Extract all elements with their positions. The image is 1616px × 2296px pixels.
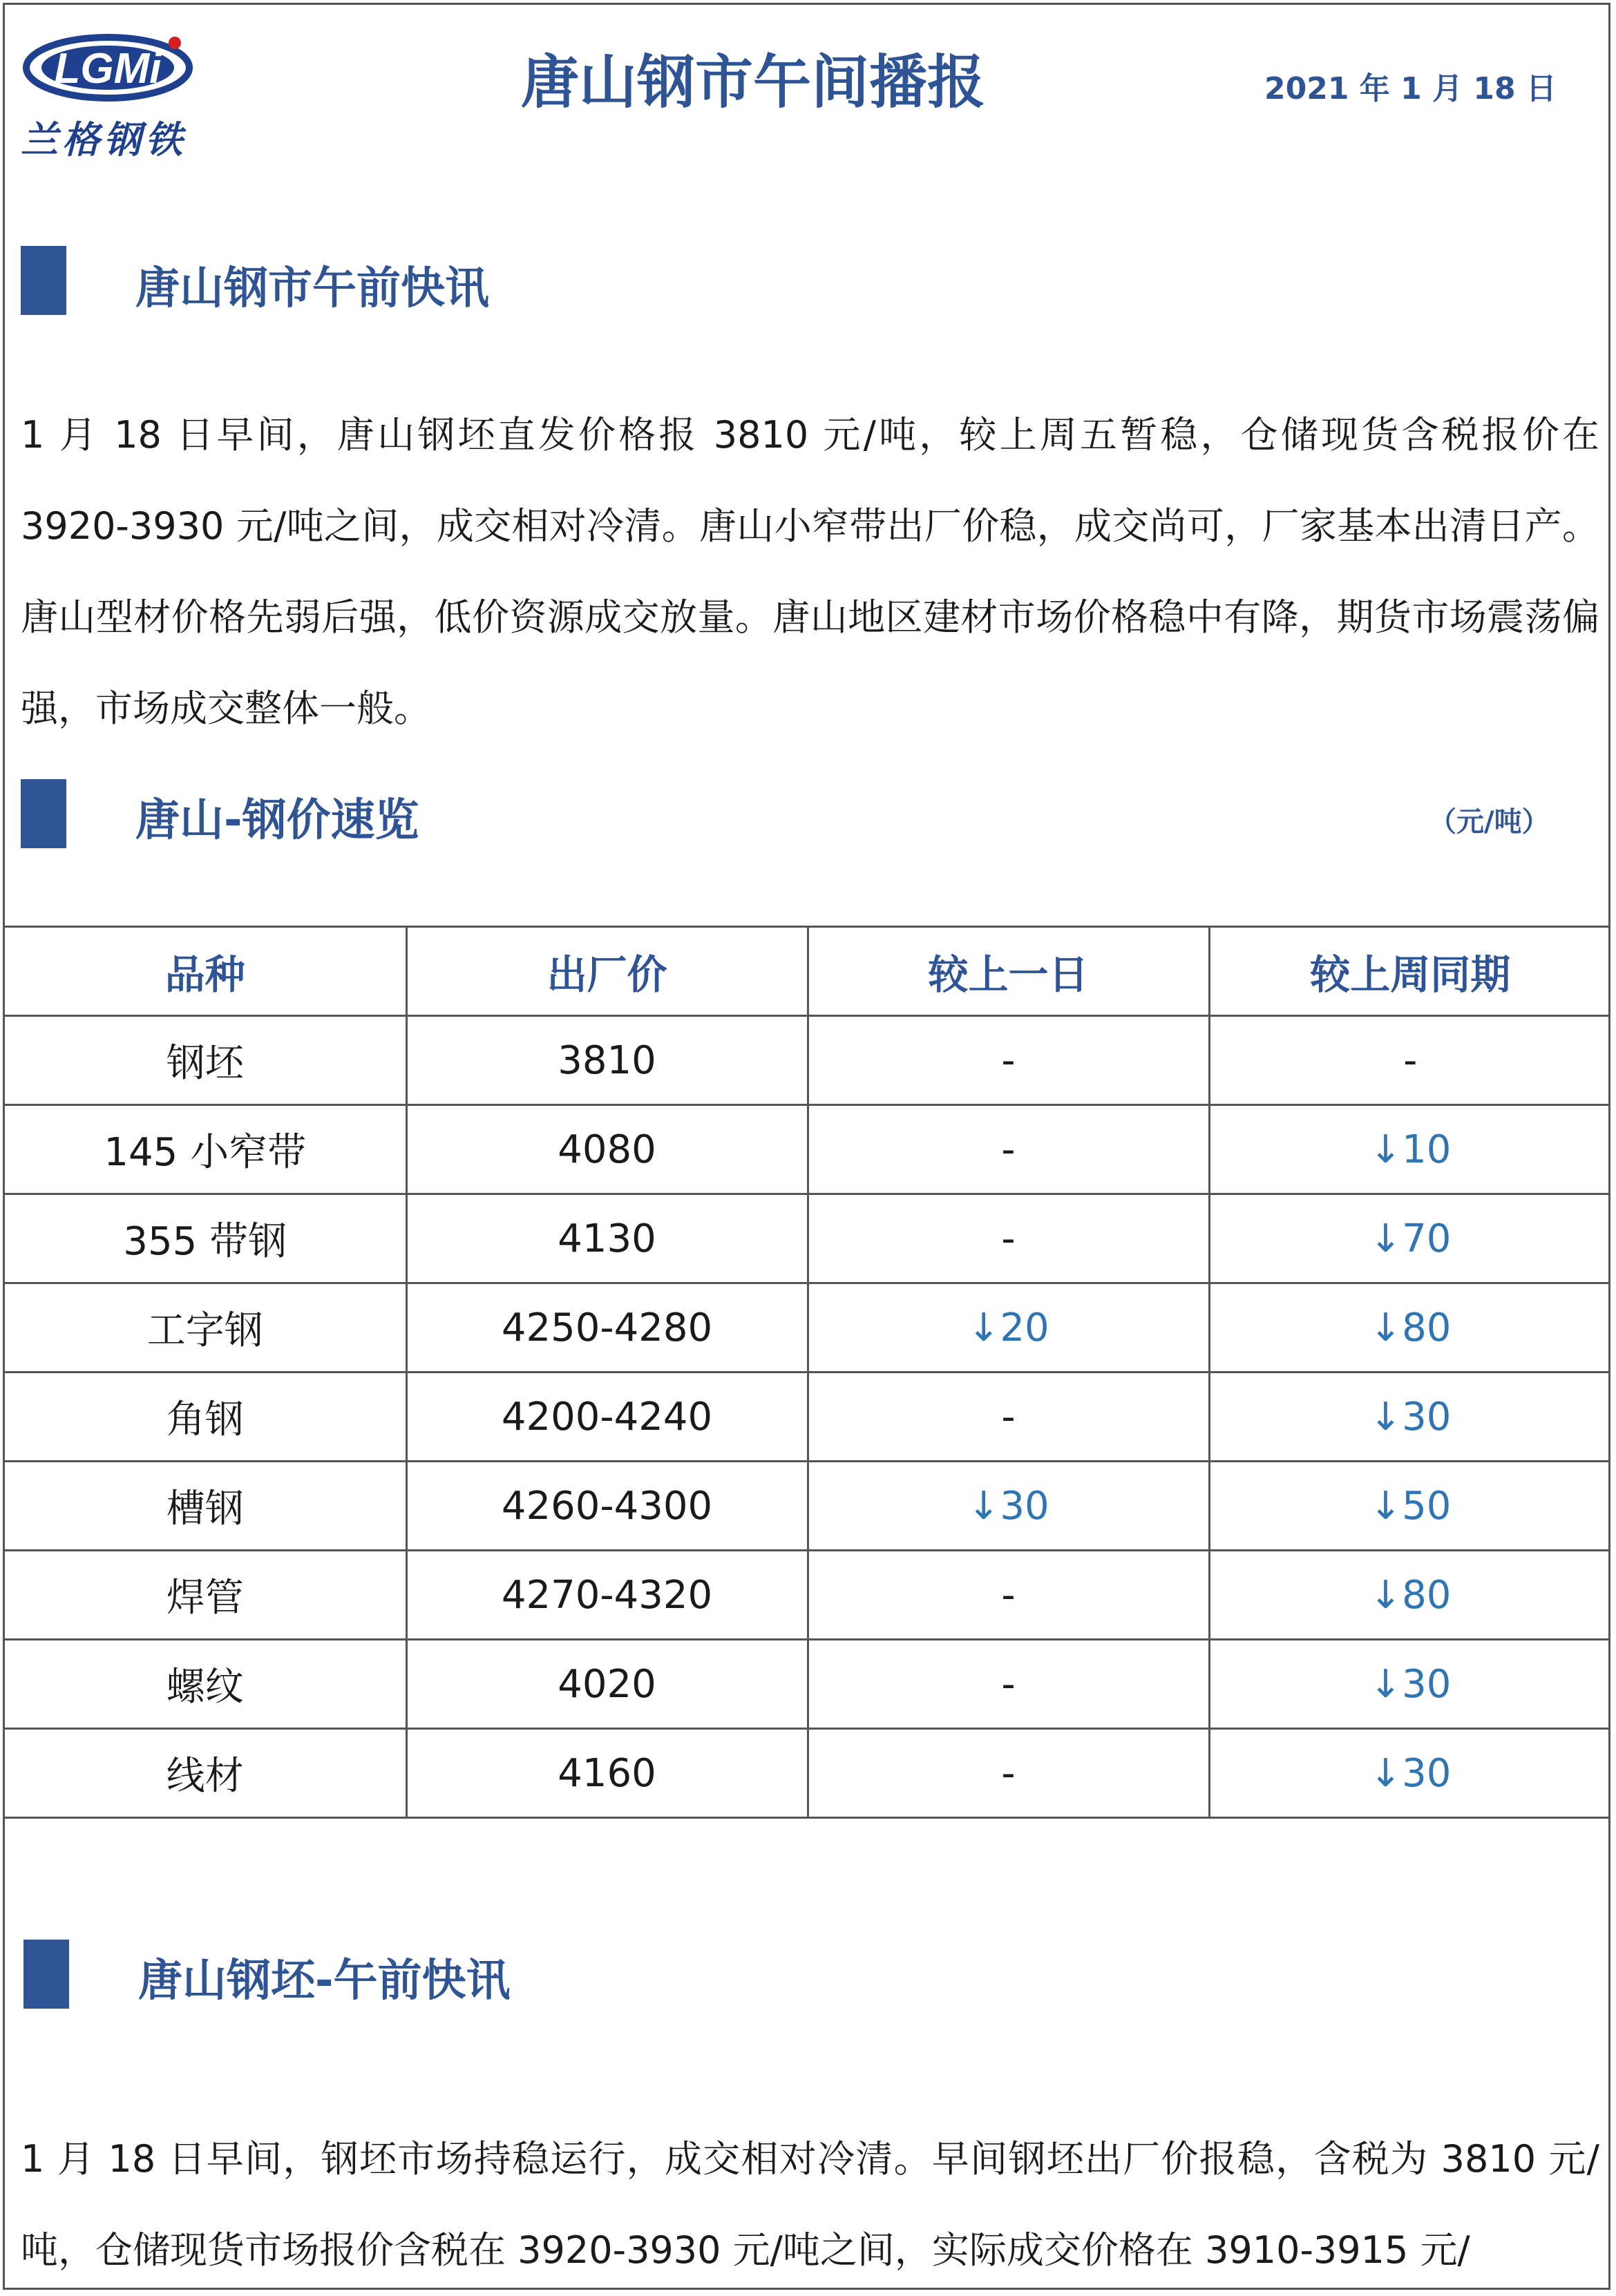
section-title-billet-news: 唐山钢坯-午前快讯 [138,1955,511,2007]
week-change-cell: ↓30 [1209,1372,1610,1462]
week-change-cell: - [1209,1016,1610,1105]
table-row [5,1372,1610,1462]
week-change-cell: ↓10 [1209,1105,1610,1194]
day-change-cell: - [808,1640,1209,1729]
week-change-cell: ↓80 [1209,1283,1610,1372]
table-row [5,1194,1610,1283]
price-cell: 4250-4280 [406,1283,808,1372]
product-cell: 145 小窄带 [5,1105,406,1194]
svg-text:LGMi: LGMi [54,45,162,93]
product-cell: 槽钢 [5,1462,406,1551]
price-unit: （元/吨） [1429,806,1550,838]
week-change-cell: ↓70 [1209,1194,1610,1283]
product-cell: 355 带钢 [5,1194,406,1283]
table-row [5,1551,1610,1640]
logo-text: 兰格钢铁 [21,117,187,162]
product-cell: 工字钢 [5,1283,406,1372]
billet-news-paragraph: 1 月 18 日早间，钢坯市场持稳运行，成交相对冷清。早间钢坯出厂价报稳，含税为 3810 元/吨，仓储现货市场报价含税在 3920-3930 元/吨之间，实际成交价格在 3910-3915 元/ [21,2137,1599,2272]
product-cell: 钢坯 [5,1016,406,1105]
week-change-cell: ↓50 [1209,1462,1610,1551]
section-title-morning-news: 唐山钢市午前快讯 [135,263,489,314]
table-row [5,1105,1610,1194]
price-cell: 4020 [406,1640,808,1729]
day-change-cell: - [808,1194,1209,1283]
week-change-cell: ↓30 [1209,1729,1610,1818]
table-row [5,1640,1610,1729]
price-cell: 4130 [406,1194,808,1283]
price-cell: 4200-4240 [406,1372,808,1462]
table-row [5,1729,1610,1818]
column-header-week-change: 较上周同期 [1209,927,1610,1016]
day-change-cell: ↓30 [808,1462,1209,1551]
price-cell: 4160 [406,1729,808,1818]
product-cell: 角钢 [5,1372,406,1462]
section-title-price-overview: 唐山-钢价速览 [135,795,419,846]
price-cell: 4080 [406,1105,808,1194]
day-change-cell: - [808,1105,1209,1194]
price-cell: 4270-4320 [406,1551,808,1640]
section-marker [21,779,66,848]
morning-news-paragraph: 1 月 18 日早间，唐山钢坯直发价格报 3810 元/吨，较上周五暂稳，仓储现货含税报价在 3920-3930 元/吨之间，成交相对冷清。唐山小窄带出厂价稳，成交尚可，厂家基本出清日产。唐山型材价格先弱后强，低价资源成交放量。唐山地区建材市场价格稳中有降，期货市场震荡偏强，市场成交整体一般。 [21,413,1599,730]
product-cell: 焊管 [5,1551,406,1640]
product-cell: 线材 [5,1729,406,1818]
column-header-day-change: 较上一日 [808,927,1209,1016]
table-header-row [5,927,1610,1016]
column-header-factory-price: 出厂价 [406,927,808,1016]
table-row [5,1462,1610,1551]
price-cell: 4260-4300 [406,1462,808,1551]
day-change-cell: - [808,1729,1209,1818]
page-title: 唐山钢市午间播报 [520,48,985,116]
product-cell: 螺纹 [5,1640,406,1729]
day-change-cell: - [808,1372,1209,1462]
week-change-cell: ↓30 [1209,1640,1610,1729]
price-table [5,926,1610,1819]
week-change-cell: ↓80 [1209,1551,1610,1640]
day-change-cell: - [808,1551,1209,1640]
day-change-cell: ↓20 [808,1283,1209,1372]
day-change-cell: - [808,1016,1209,1105]
report-date: 2021 年 1 月 18 日 [1264,71,1557,106]
section-marker [23,1940,69,2009]
section-marker [21,246,66,315]
price-cell: 3810 [406,1016,808,1105]
table-row [5,1016,1610,1105]
table-row [5,1283,1610,1372]
column-header-product: 品种 [5,927,406,1016]
